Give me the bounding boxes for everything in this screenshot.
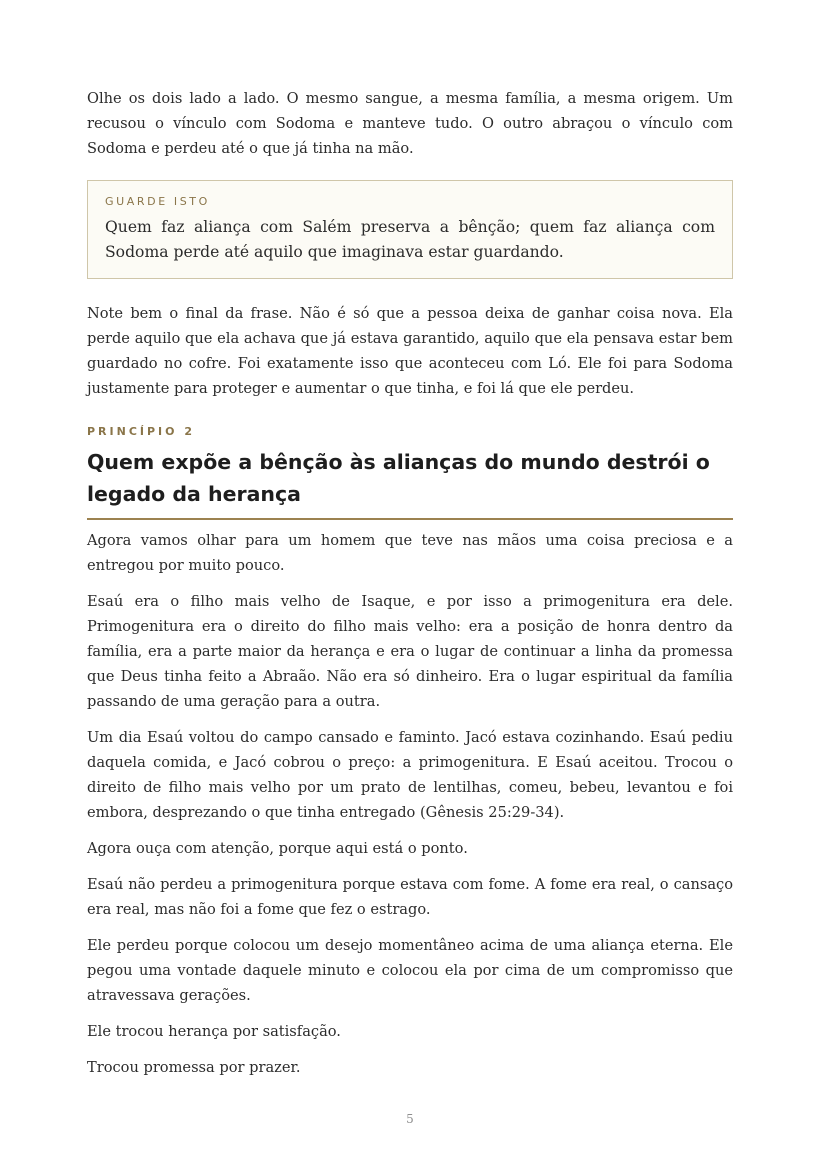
- document-page: [87, 86, 733, 1091]
- note-paragraph: Note bem o final da frase. Não é só que a pessoa deixa de ganhar coisa nova. Ela perde aquilo que ela achava que já estava garantido, aquilo que ela pensava estar bem guardado no cofre. Foi exatamente isso que aconteceu com Ló. Ele foi para Sodoma justamente para proteger e aumentar o que tinha, e foi lá que ele perdeu.: [87, 305, 733, 397]
- body-paragraph-8: Trocou promessa por prazer.: [87, 1059, 301, 1076]
- body-paragraph-1: Agora vamos olhar para um homem que teve nas mãos uma coisa preciosa e a entregou por muito pouco.: [87, 532, 733, 574]
- body-paragraph-2: Esaú era o filho mais velho de Isaque, e por isso a primogenitura era dele. Primogenitura era o direito do filho mais velho: era a posição de honra dentro da família, era a parte maior da herança e era o lugar de continuar a linha da promessa que Deus tinha feito a Abraão. Não era só dinheiro. Era o lugar espiritual da família passando de uma geração para a outra.: [87, 593, 733, 710]
- principle-body: [87, 528, 733, 1080]
- body-paragraph-3: Um dia Esaú voltou do campo cansado e faminto. Jacó estava cozinhando. Esaú pediu daquela comida, e Jacó cobrou o preço: a primogenitura. E Esaú aceitou. Trocou o direito de filho mais velho por um prato de lentilhas, comeu, bebeu, levantou e foi embora, desprezando o que tinha entregado (Gênesis 25:29-34).: [87, 729, 733, 821]
- principle-kicker: PRINCÍPIO 2: [87, 425, 195, 438]
- principle-title: Quem expõe a bênção às alianças do mundo destrói o legado da herança: [87, 446, 733, 520]
- body-paragraph-5: Esaú não perdeu a primogenitura porque estava com fome. A fome era real, o cansaço era real, mas não foi a fome que fez o estrago.: [87, 876, 733, 918]
- callout-label: GUARDE ISTO: [105, 195, 210, 208]
- page-number: 5: [406, 1112, 414, 1126]
- intro-paragraph: Olhe os dois lado a lado. O mesmo sangue, a mesma família, a mesma origem. Um recusou o vínculo com Sodoma e manteve tudo. O outro abraçou o vínculo com Sodoma e perdeu até o que já tinha na mão.: [87, 90, 733, 157]
- body-paragraph-4: Agora ouça com atenção, porque aqui está o ponto.: [87, 840, 468, 857]
- highlight-callout: [87, 180, 733, 279]
- callout-text: Quem faz aliança com Salém preserva a bênção; quem faz aliança com Sodoma perde até aquilo que imaginava estar guardando.: [105, 218, 715, 261]
- body-paragraph-6: Ele perdeu porque colocou um desejo momentâneo acima de uma aliança eterna. Ele pegou uma vontade daquele minuto e colocou ela por cima de um compromisso que atravessava gerações.: [87, 937, 733, 1004]
- body-paragraph-7: Ele trocou herança por satisfação.: [87, 1023, 341, 1040]
